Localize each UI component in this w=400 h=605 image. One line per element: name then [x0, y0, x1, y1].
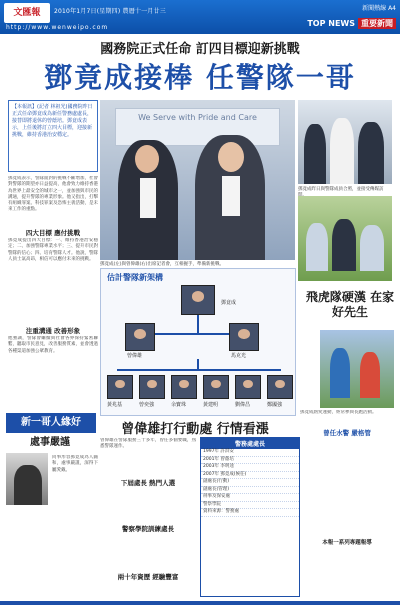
right-bottom-sub: 本報一系列專題報導 [322, 540, 372, 546]
portrait-mid-left [125, 323, 155, 351]
header-right [307, 3, 396, 29]
info-panel-title: 警務處處長 [201, 438, 299, 449]
portrait-face [243, 380, 253, 388]
org-mid-left-name: 曾偉雄 [127, 353, 143, 359]
org-bottom-name: 黃建明 [203, 402, 219, 408]
org-chart-title: 估計警隊新架構 [107, 273, 163, 282]
org-bottom-name: 余寶珠 [171, 402, 187, 408]
info-panel-row: 警察學院 [201, 502, 299, 510]
org-bottom-name: 劉偉昌 [235, 402, 251, 408]
main-photo [100, 100, 295, 260]
portrait-photo [6, 453, 48, 505]
org-top-name: 鄧竟成 [221, 300, 237, 306]
portrait-face [211, 380, 221, 388]
portrait-face [134, 329, 145, 339]
info-panel-row: 2007年 鄧竟成(候任) [201, 472, 299, 480]
lead-paragraph: 【本報訊】(記者 林祖光)國務院昨日正式任命鄧竟成為新任警務處處長，接替即將退休的曾蔭培。鄧竟成表示，上任後將訂立四大目標，迎接新挑戰，維持香港治安穩定。 [8, 100, 98, 172]
date-strip: 2010年1月7日(星期四) 農曆十一月廿三 [54, 8, 166, 15]
portrait-face [179, 380, 189, 388]
info-panel-row: 1997年 許淇安 [201, 449, 299, 457]
runner-figure [360, 352, 380, 398]
portrait-bottom [235, 375, 261, 399]
running-photo [320, 330, 394, 408]
portrait-face [238, 329, 249, 339]
bottom-subhead-1: 下屆處長 熱門人選 [120, 479, 176, 487]
connector-line [197, 359, 199, 369]
group-figure [306, 223, 328, 271]
shirt-left [140, 178, 156, 218]
footer-bar [0, 601, 400, 605]
site-url[interactable]: http://www.wenweipo.com [6, 24, 109, 31]
officer-figure [304, 124, 326, 184]
top-news-label: TOP NEWS [307, 19, 355, 28]
main-headline: 鄧竟成接棒 任警隊一哥 [44, 61, 356, 94]
page-header [0, 0, 400, 34]
portrait-top [181, 285, 215, 315]
info-panel-row: 2001年 曾蔭培 [201, 457, 299, 465]
section-label-a: 新一哥人緣好 [6, 413, 96, 433]
portrait-face [147, 380, 157, 388]
info-panel-row: 副處長(管理) [201, 487, 299, 495]
portrait-mid-right [229, 323, 259, 351]
officer-figure [358, 122, 384, 184]
right-bottom-headline: 曾任水警 嚴格管 [323, 429, 371, 437]
portrait-face [275, 380, 285, 388]
info-panel-row: 2003年 李明逵 [201, 464, 299, 472]
portrait-bottom [139, 375, 165, 399]
body-text-col1c: 他強調，警隊會繼續與社會各界保持緊密聯繫，聽取市民意見，改善服務質素，並會透過各種渠道加強公眾教育。 [8, 336, 98, 354]
bottom-subhead-3: 兩十年資歷 經驗豐富 [117, 573, 179, 581]
org-bottom-name: 黃兆基 [107, 402, 123, 408]
portrait-bottom [267, 375, 293, 399]
officer-figure [330, 118, 354, 184]
group-photo [298, 196, 392, 281]
bottom-headline: 曾偉雄打行動處 行情看漲 [121, 422, 269, 437]
lower-left-text: 同事形容鄧竟成為人隨和，處事嚴謹，深得下屬愛戴。 [52, 455, 98, 473]
shirt-right [222, 176, 240, 216]
portrait-bottom [171, 375, 197, 399]
org-bottom-name: 鄭國強 [267, 402, 283, 408]
org-mid-right-name: 馬克光 [231, 353, 247, 359]
body-subhead-2: 注重溝通 改善形象 [25, 327, 81, 335]
group-figure [360, 225, 384, 271]
portrait-face [115, 380, 125, 388]
org-bottom-name: 曾奕強 [139, 402, 155, 408]
bottom-subhead-2: 警察學院訓練處長 [122, 525, 174, 533]
face-right [218, 142, 244, 172]
logo-text: 文匯報 [13, 8, 41, 18]
portrait-bottom [107, 375, 133, 399]
info-panel-row: 資料來源：警務處 [201, 509, 299, 517]
portrait-figure [14, 465, 42, 505]
newspaper-logo[interactable] [4, 3, 50, 23]
connector-line [117, 369, 281, 371]
section-label: 重要新聞 [358, 18, 396, 29]
headline-subtitle: 國務院正式任命 訂四目標迎新挑戰 [100, 42, 300, 57]
section-banner [307, 18, 396, 29]
org-chart [100, 268, 296, 416]
officers-photo-caption: 鄧竟成昨日與警隊成員合照，並接受傳媒訪 [298, 187, 384, 192]
main-photo-caption: 鄧竟成(左)與曾偉雄(右)出席記者會，互相握手，準備新挑戰。 [100, 262, 225, 267]
portrait-bottom [203, 375, 229, 399]
bottom-text: 曾偉雄在警隊服務三十多年，曾任多個要職，熟悉警隊運作。 [100, 438, 196, 450]
portrait-face [192, 291, 205, 302]
connector-line [197, 315, 199, 333]
feature-headline: 飛虎隊硬漢 在家好先生 [305, 290, 395, 319]
info-panel-row: 刑事及保安處 [201, 494, 299, 502]
page-number: 新聞熱線 A4 [362, 5, 396, 12]
face-left [135, 145, 159, 173]
group-figure [332, 219, 356, 271]
section-label-b: 處事嚴謹 [30, 437, 70, 448]
body-text-col1b: 鄧竟成提出四大目標：一、維持香港治安穩定；二、加強警隊專業水平；三、提升市民對警隊的信心；四、培育警隊人才。他說，警隊人員士氣高昂，相信可以應付未來的挑戰。 [8, 238, 98, 262]
runner-figure [330, 348, 350, 398]
sign-text: We Serve with Pride and Care [138, 113, 257, 122]
body-text-col1: 鄧竟成表示，警隊面對的挑戰不斷增加，社會對警隊的期望亦日益提高，他會致力維持香港為世界上最安全的城市之一，並加強與市民的溝通，提升警隊的專業形象。他又指出，打擊有組織罪案、科技罪案及恐怖主義活動，是未來工作的重點。 [8, 176, 98, 213]
body-subhead-1: 四大目標 應付挑戰 [25, 229, 81, 237]
info-panel-row: 副處長(行動) [201, 479, 299, 487]
info-panel [200, 437, 300, 597]
feature-caption: 鄧竟成熱愛運動，經常參與長跑活動。 [300, 410, 377, 415]
officers-photo [298, 100, 392, 184]
